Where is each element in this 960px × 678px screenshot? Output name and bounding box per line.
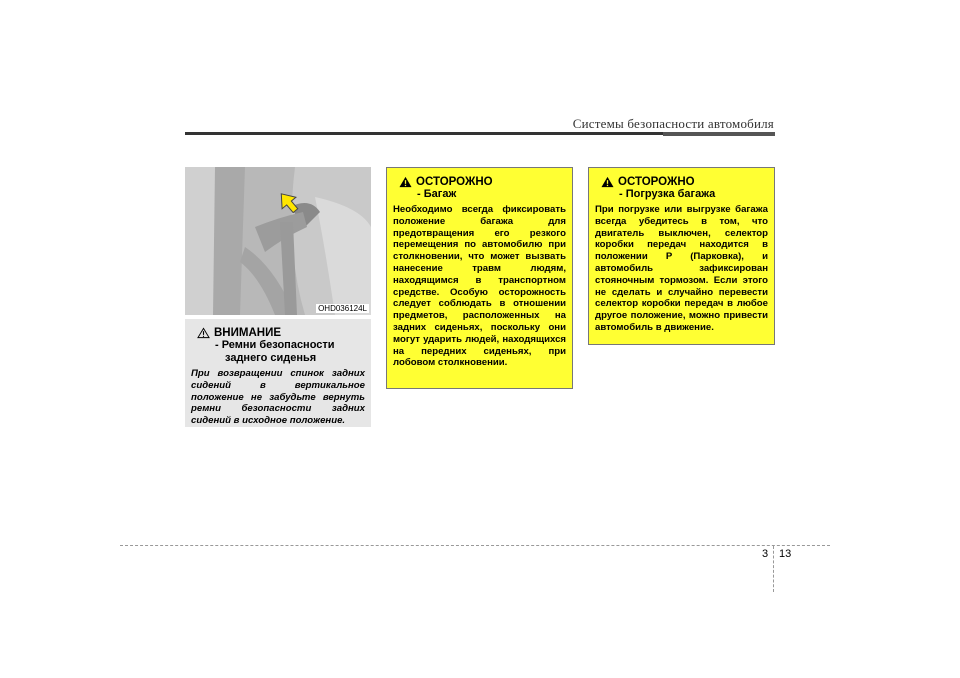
notice-box — [185, 319, 371, 427]
header-rule — [185, 132, 775, 135]
warning-loading-subtitle: - Погрузка багажа — [619, 188, 716, 200]
notice-heading-text: ВНИМАНИЕ — [214, 327, 282, 339]
warning-loading-heading — [595, 176, 768, 188]
warning-baggage-body: Необходимо всегда фиксировать положение багажа для предотвращения его резкого перемещения по автомобилю при столкновении, что может вызвать нанесение травм людям, находящимся в транспортном средстве. Особую осторожность следует соблюдать в отношении предметов, расположенных на задних сиденьях, поскольку они могут ударить людей, находящихся на передних сиденьях, при лобовом столкновении. — [393, 204, 566, 369]
chapter-number: 3 — [762, 548, 769, 560]
notice-body: При возвращении спинок задних сидений в вертикальное положение не забудьте вернуть ремни безопасности задних сидений в исходное положение. — [191, 368, 365, 427]
page-number-separator — [773, 546, 774, 592]
warning-baggage-subtitle: - Багаж — [417, 188, 457, 200]
page-number: 13 — [779, 548, 792, 560]
notice-subtitle-1: - Ремни безопасности — [215, 339, 335, 351]
warning-loading-box — [588, 167, 775, 345]
footer-rule — [120, 545, 830, 546]
notice-subtitle-2: заднего сиденья — [225, 352, 317, 364]
warning-loading-heading-text: ОСТОРОЖНО — [618, 176, 695, 188]
warning-baggage-heading-text: ОСТОРОЖНО — [416, 176, 493, 188]
warning-baggage-heading — [393, 176, 566, 188]
warning-icon — [399, 176, 412, 188]
warning-icon — [601, 176, 614, 188]
seatbelt-illustration — [185, 167, 371, 315]
warning-baggage-box — [386, 167, 573, 389]
warning-loading-body: При погрузке или выгрузке багажа всегда убедитесь в том, что двигатель выключен, селектор коробки передач находится в положении P (Парковка), и автомобиль зафиксирован стояночным тормозом. Если этого не сделать и случайно перевести селектор коробки передач в любое другое положение, можно привести автомобиль в движение. — [595, 204, 768, 333]
notice-heading — [191, 327, 365, 339]
page-header-title: Системы безопасности автомобиля — [572, 116, 774, 131]
photo-caption: OHD036124L — [318, 304, 367, 313]
warning-outline-icon — [197, 327, 210, 339]
seatbelt-photo — [185, 167, 371, 315]
